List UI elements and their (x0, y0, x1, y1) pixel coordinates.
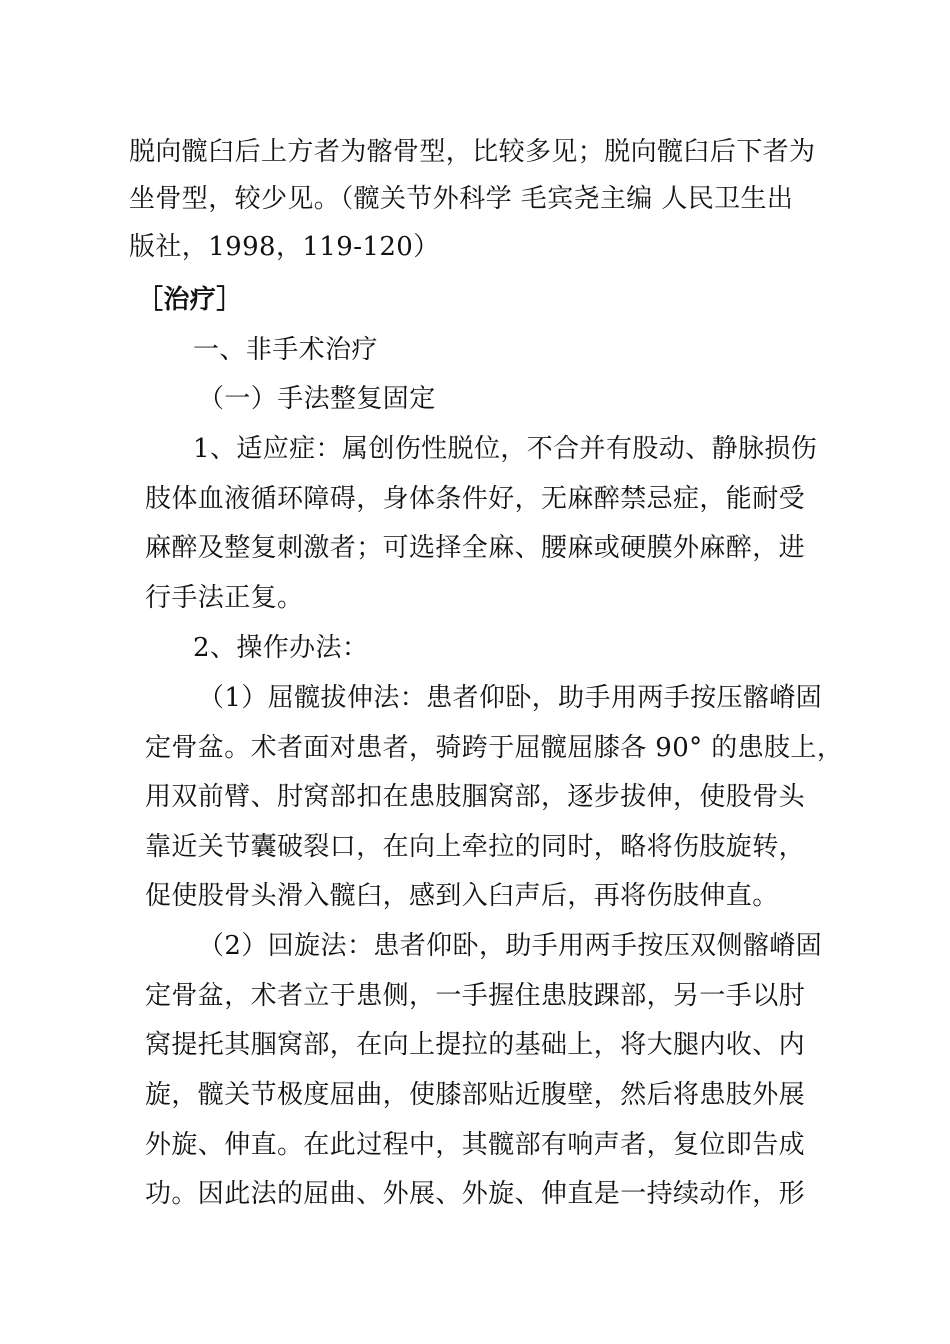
section-heading: ［治疗］ (137, 285, 243, 315)
text-line: 2、操作办法： (193, 633, 369, 663)
text-line: 促使股骨头滑入髋臼，感到入臼声后，再将伤肢伸直。 (145, 881, 779, 911)
text-line: （2）回旋法：患者仰卧，助手用两手按压双侧髂嵴固 (198, 931, 823, 961)
text-line: 外旋、伸直。在此过程中，其髋部有响声者，复位即告成 (145, 1130, 806, 1160)
text-line: 麻醉及整复刺激者；可选择全麻、腰麻或硬膜外麻醉，进 (145, 533, 806, 563)
text-line: 坐骨型，较少见。（髋关节外科学 毛宾尧主编 人民卫生出 (129, 184, 794, 214)
text-line: 肢体血液循环障碍，身体条件好，无麻醉禁忌症，能耐受 (145, 484, 806, 514)
text-line: 靠近关节囊破裂口，在向上牵拉的同时，略将伤肢旋转， (145, 832, 806, 862)
text-line: 行手法正复。 (145, 583, 304, 613)
text-line: 定骨盆，术者立于患侧，一手握住患肢踝部，另一手以肘 (145, 981, 806, 1011)
text-line: （1）屈髋拔伸法：患者仰卧，助手用两手按压髂嵴固 (198, 683, 823, 713)
text-line: 版社，1998，119-120） (129, 232, 440, 262)
text-line: 1、适应症：属创伤性脱位，不合并有股动、静脉损伤 (193, 434, 818, 464)
subsection-heading: 一、非手术治疗 (193, 335, 378, 365)
text-line: 旋，髋关节极度屈曲，使膝部贴近腹壁，然后将患肢外展 (145, 1080, 806, 1110)
text-line: 窝提托其腘窝部，在向上提拉的基础上，将大腿内收、内 (145, 1030, 806, 1060)
subsection-heading: （一）手法整复固定 (198, 384, 436, 414)
text-line: 脱向髋臼后上方者为髂骨型，比较多见；脱向髋臼后下者为 (129, 137, 816, 167)
text-line: 功。因此法的屈曲、外展、外旋、伸直是一持续动作，形 (145, 1179, 806, 1209)
text-line: 定骨盆。术者面对患者，骑跨于屈髋屈膝各 90° 的患肢上， (145, 733, 844, 763)
text-line: 用双前臂、肘窝部扣在患肢腘窝部，逐步拔伸，使股骨头 (145, 782, 806, 812)
